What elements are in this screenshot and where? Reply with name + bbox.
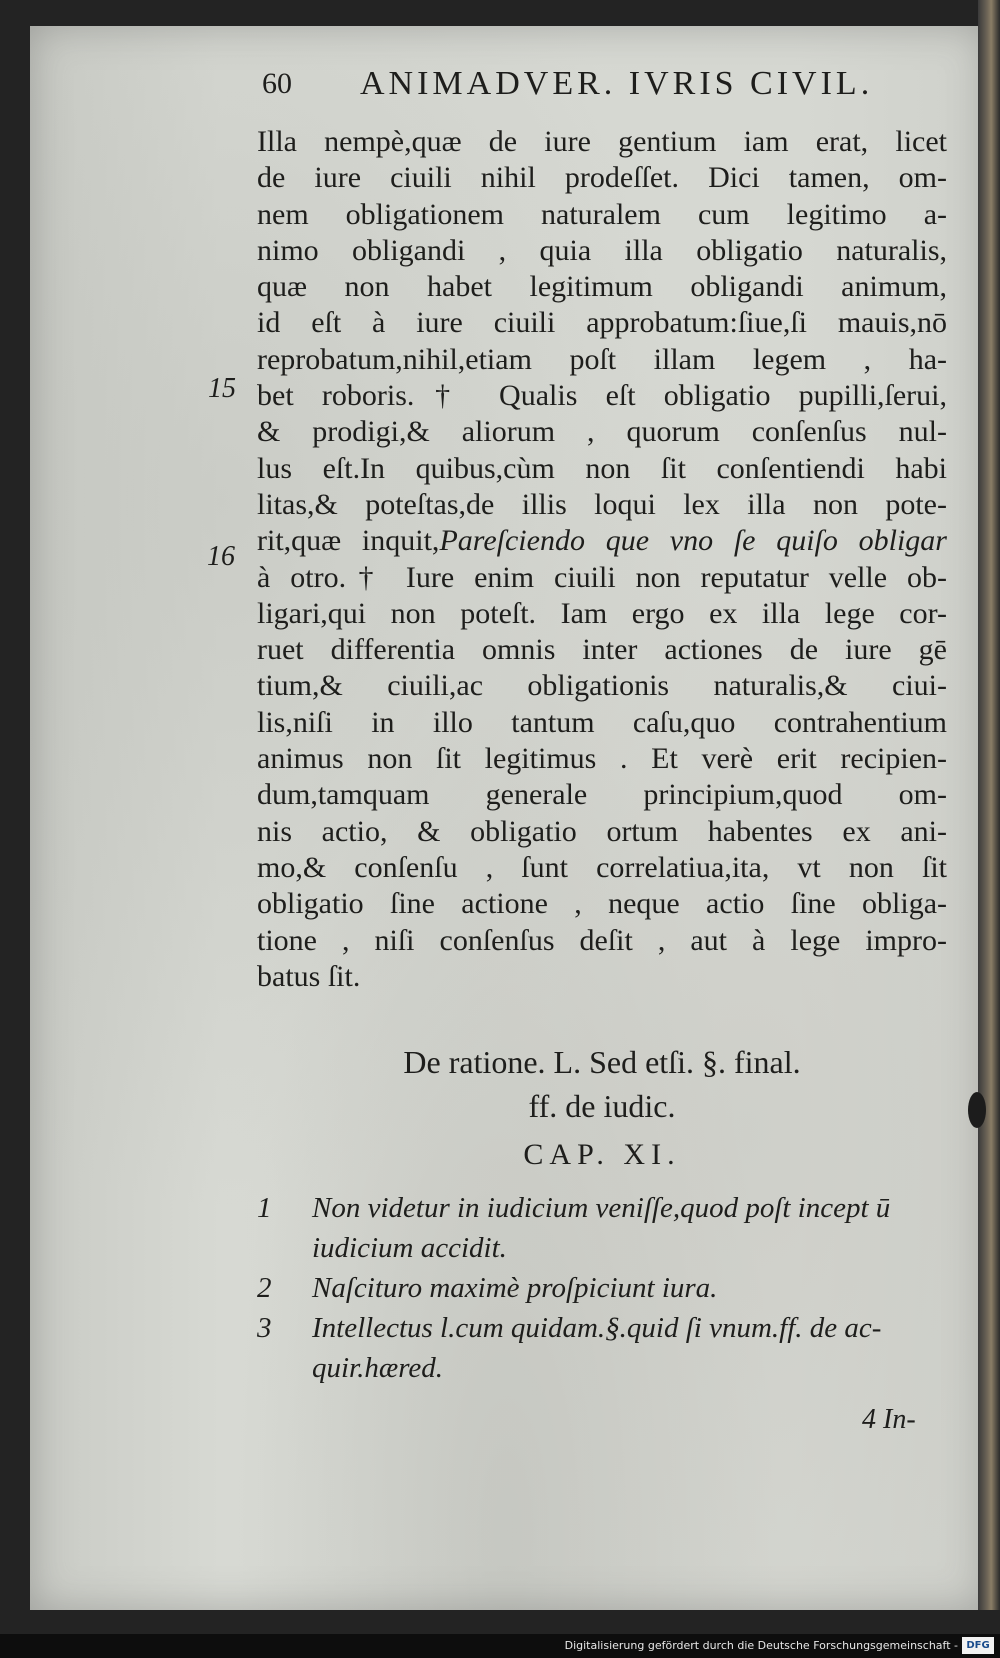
running-title: ANIMADVER. IVRIS CIVIL. bbox=[360, 65, 874, 102]
text-line-last: batus ſit. bbox=[257, 959, 361, 993]
text-line: lus eſt.In quibus,cùm non ſit conſentiendi habi bbox=[257, 451, 947, 485]
footer-credit: Digitalisierung gefördert durch die Deutsche Forschungsgemeinschaft - bbox=[564, 1639, 958, 1652]
text-line: obligatio ſine actione , neque actio ſine obliga- bbox=[257, 887, 947, 921]
text-line: tione , niſi conſenſus deſit , aut à lege impro- bbox=[257, 923, 947, 957]
chapter-heading bbox=[257, 1040, 947, 1178]
text-line: à otro.† Iure enim ciuili non reputatur velle ob- bbox=[257, 560, 947, 594]
summary-text: quir.hæred. bbox=[312, 1352, 444, 1384]
summary-number: 3 bbox=[257, 1312, 272, 1344]
margin-number-16: 16 bbox=[207, 541, 235, 572]
page-edge-mark bbox=[968, 1092, 986, 1128]
text-line: nimo obligandi , quia illa obligatio naturalis, bbox=[257, 233, 947, 267]
text-line: & prodigi,& aliorum , quorum conſenſus nul- bbox=[257, 415, 947, 449]
text-line: litas,& poteſtas,de illis loqui lex illa non pote- bbox=[257, 487, 947, 521]
text-line: bet roboris.† Qualis eſt obligatio pupilli,ſerui, bbox=[257, 379, 947, 413]
text-line: quæ non habet legitimum obligandi animum, bbox=[257, 270, 947, 304]
summary-text: Non videtur in iudicium veniſſe,quod poſt incept ū bbox=[312, 1192, 891, 1224]
page-number: 60 bbox=[262, 67, 292, 100]
text-line: animus non ſit legitimus . Et verè erit recipien- bbox=[257, 742, 947, 776]
text-line: dum,tamquam generale principium,quod om- bbox=[257, 778, 947, 812]
heading-line-1: De ratione. L. Sed etſi. §. final. bbox=[403, 1044, 801, 1080]
catchword: 4 In- bbox=[862, 1404, 916, 1435]
dfg-logo-icon: DFG bbox=[962, 1637, 994, 1654]
summary-item-2 bbox=[257, 1268, 947, 1308]
text-line: nis actio, & obligatio ortum habentes ex ani- bbox=[257, 814, 947, 848]
summary-text: iudicium accidit. bbox=[312, 1232, 507, 1264]
summary-text: Intellectus l.cum quidam.§.quid ſi vnum.ff. de ac- bbox=[312, 1312, 882, 1344]
chapter-summary bbox=[257, 1188, 947, 1388]
digitization-footer bbox=[0, 1634, 1000, 1658]
book-spine-edge bbox=[978, 0, 1000, 1610]
text-line-with-quote bbox=[257, 523, 947, 559]
summary-number: 1 bbox=[257, 1192, 272, 1224]
italic-quote: Pareſciendo que vno ſe quiſo obligar bbox=[439, 524, 947, 558]
summary-item-1-cont bbox=[257, 1228, 947, 1268]
text-line: Illa nempè,quæ de iure gentium iam erat, licet bbox=[257, 125, 947, 158]
text-line: ligari,qui non poteſt. Iam ergo ex illa lege cor- bbox=[257, 596, 947, 630]
summary-item-3-cont bbox=[257, 1348, 947, 1388]
body-text bbox=[257, 124, 947, 995]
running-head bbox=[0, 60, 1000, 108]
text-fragment: rit,quæ inquit, bbox=[257, 524, 440, 558]
text-line: id eſt à iure ciuili approbatum:ſiue,ſi mauis,nō bbox=[257, 306, 947, 340]
summary-text: Naſcituro maximè proſpiciunt iura. bbox=[312, 1272, 718, 1304]
text-line: tium,& ciuili,ac obligationis naturalis,& ciui- bbox=[257, 669, 947, 703]
text-line: lis,niſi in illo tantum caſu,quo contrahentium bbox=[257, 705, 947, 739]
text-line: reprobatum,nihil,etiam poſt illam legem , ha- bbox=[257, 342, 947, 376]
summary-number: 2 bbox=[257, 1272, 272, 1304]
chapter-number: CAP. XI. bbox=[523, 1138, 681, 1171]
summary-item-3 bbox=[257, 1308, 947, 1348]
margin-number-15: 15 bbox=[208, 373, 236, 404]
heading-line-2: ff. de iudic. bbox=[528, 1088, 676, 1124]
summary-item-1 bbox=[257, 1188, 947, 1228]
text-line: de iure ciuili nihil prodeſſet. Dici tamen, om- bbox=[257, 161, 947, 195]
text-line: ruet differentia omnis inter actiones de iure gē bbox=[257, 633, 947, 667]
text-line: mo,& conſenſu , ſunt correlatiua,ita, vt non ſit bbox=[257, 850, 947, 884]
text-line: nem obligationem naturalem cum legitimo a- bbox=[257, 197, 947, 231]
